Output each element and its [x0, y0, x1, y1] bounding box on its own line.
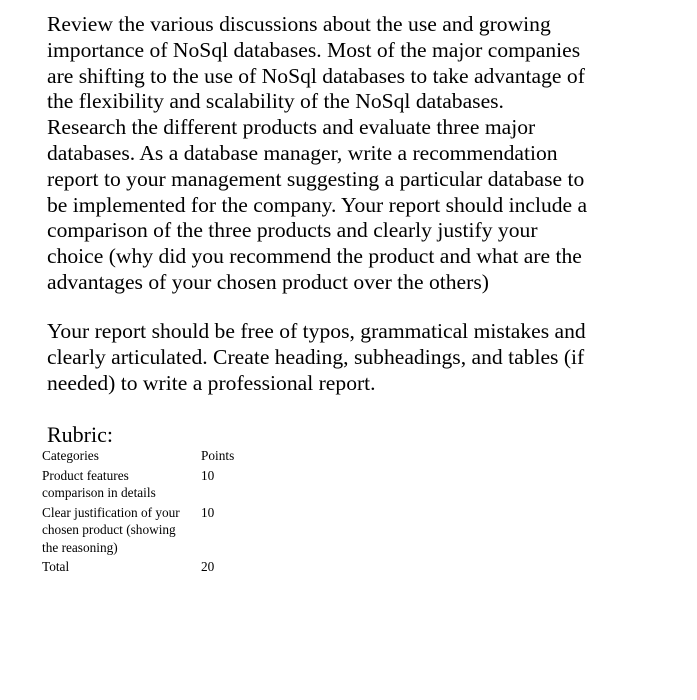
rubric-row	[42, 504, 234, 559]
rubric-category	[42, 504, 201, 559]
rubric-title: Rubric:	[47, 422, 113, 447]
assignment-instructions	[47, 12, 687, 296]
rubric-category	[42, 467, 201, 504]
rubric-row	[42, 467, 234, 504]
instruction-line: choice (why did you recommend the product and what are the	[47, 244, 582, 269]
report-requirements	[47, 319, 687, 396]
rubric-category-line: the reasoning)	[42, 539, 118, 555]
instruction-line: be implemented for the company. Your report should include a	[47, 192, 588, 217]
requirement-line: needed) to write a professional report.	[47, 370, 376, 395]
rubric-category-line: Product features	[42, 467, 129, 483]
rubric-category-line: Total	[42, 559, 70, 574]
rubric-points: 20	[201, 559, 215, 574]
instruction-line: importance of NoSql databases. Most of the major companies	[47, 37, 581, 62]
requirement-line: Your report should be free of typos, grammatical mistakes and	[47, 319, 586, 343]
rubric-table	[42, 447, 234, 576]
instruction-line: comparison of the three products and clearly justify your	[47, 218, 538, 243]
instruction-line: report to your management suggesting a particular database to	[47, 166, 585, 191]
rubric-header-category: Categories	[42, 448, 99, 463]
rubric-category-line: chosen product (showing	[42, 522, 176, 537]
rubric-points: 10	[201, 504, 215, 520]
instruction-line: advantages of your chosen product over the others)	[47, 269, 489, 294]
rubric-category-line: Clear justification of your	[42, 504, 180, 520]
rubric-category-line: comparison in details	[42, 485, 156, 500]
instruction-line: the flexibility and scalability of the NoSql databases.	[47, 89, 504, 114]
instruction-line: Review the various discussions about the use and growing	[47, 12, 551, 36]
rubric-total-row	[42, 558, 234, 576]
rubric-header-row	[42, 447, 234, 467]
instruction-line: Research the different products and evaluate three major	[47, 115, 536, 140]
rubric-points: 10	[201, 467, 215, 483]
rubric-header-points: Points	[201, 448, 235, 463]
requirement-line: clearly articulated. Create heading, subheadings, and tables (if	[47, 344, 585, 369]
instruction-line: are shifting to the use of NoSql databases to take advantage of	[47, 63, 585, 88]
rubric-category	[42, 558, 201, 576]
instruction-line: databases. As a database manager, write a recommendation	[47, 140, 558, 165]
